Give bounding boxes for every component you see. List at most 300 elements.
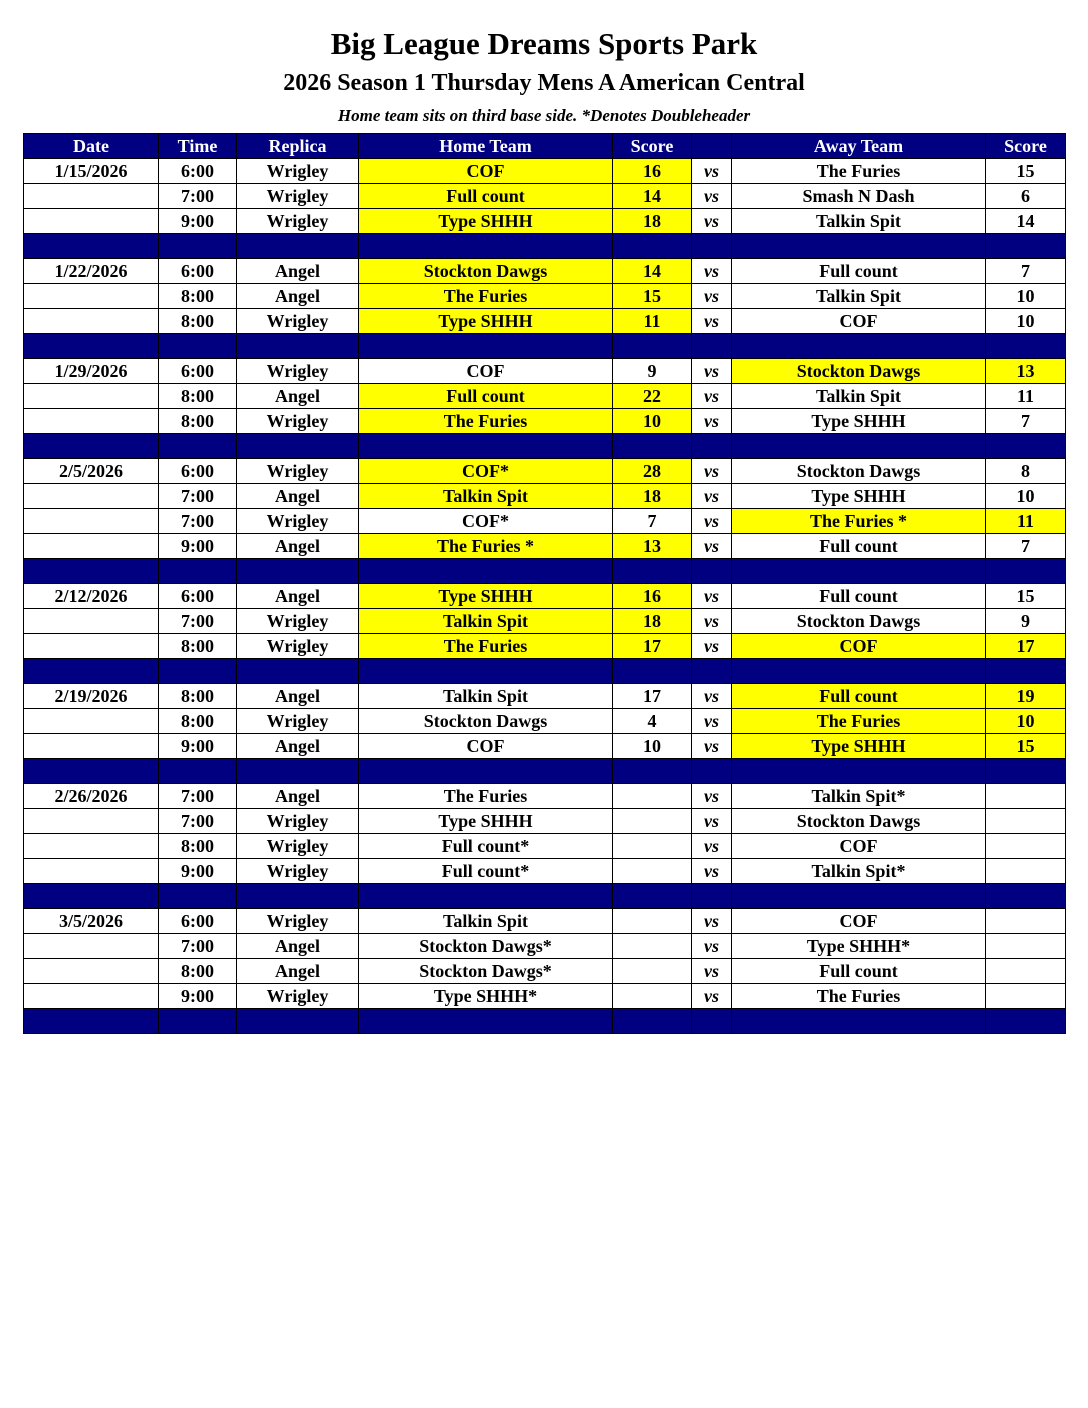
- separator-cell: [692, 659, 732, 684]
- schedule-note: Home team sits on third base side. *Denotes Doubleheader: [337, 106, 751, 125]
- separator-cell: [692, 1009, 732, 1034]
- time-cell: 8:00: [159, 634, 237, 659]
- separator-cell: [986, 759, 1066, 784]
- week-separator-row: [24, 559, 1066, 584]
- vs-cell: vs: [692, 459, 732, 484]
- home-team-cell: Talkin Spit: [359, 909, 613, 934]
- home-score-cell: 18: [613, 484, 692, 509]
- home-score-cell: 14: [613, 184, 692, 209]
- separator-cell: [159, 759, 237, 784]
- separator-cell: [613, 659, 692, 684]
- table-row: [24, 534, 1066, 559]
- week-separator-row: [24, 884, 1066, 909]
- table-row: [24, 259, 1066, 284]
- home-team-cell: Full count*: [359, 834, 613, 859]
- home-team-cell: Type SHHH: [359, 809, 613, 834]
- replica-cell: Wrigley: [237, 409, 359, 434]
- home-score-cell: [613, 809, 692, 834]
- col-header-away-score: Score: [986, 134, 1066, 159]
- away-score-cell: [986, 909, 1066, 934]
- away-team-cell: Full count: [732, 584, 986, 609]
- separator-cell: [237, 884, 359, 909]
- time-cell: 8:00: [159, 709, 237, 734]
- away-score-cell: 15: [986, 159, 1066, 184]
- replica-cell: Wrigley: [237, 459, 359, 484]
- col-header-home-team: Home Team: [359, 134, 613, 159]
- table-row: [24, 784, 1066, 809]
- home-team-cell: Talkin Spit: [359, 684, 613, 709]
- col-header-home-score: Score: [613, 134, 692, 159]
- separator-cell: [359, 659, 613, 684]
- away-score-cell: 10: [986, 284, 1066, 309]
- away-score-cell: [986, 809, 1066, 834]
- time-cell: 7:00: [159, 609, 237, 634]
- separator-cell: [24, 884, 159, 909]
- away-team-cell: Stockton Dawgs: [732, 809, 986, 834]
- replica-cell: Angel: [237, 484, 359, 509]
- replica-cell: Angel: [237, 534, 359, 559]
- away-score-cell: 13: [986, 359, 1066, 384]
- away-team-cell: COF: [732, 634, 986, 659]
- separator-cell: [732, 559, 986, 584]
- time-cell: 9:00: [159, 859, 237, 884]
- week-separator-row: [24, 434, 1066, 459]
- vs-cell: vs: [692, 809, 732, 834]
- table-row: [24, 309, 1066, 334]
- separator-cell: [732, 759, 986, 784]
- away-team-cell: The Furies: [732, 159, 986, 184]
- home-team-cell: COF: [359, 359, 613, 384]
- date-cell: [24, 809, 159, 834]
- away-team-cell: Type SHHH*: [732, 934, 986, 959]
- col-header-replica: Replica: [237, 134, 359, 159]
- vs-cell: vs: [692, 784, 732, 809]
- separator-cell: [237, 434, 359, 459]
- away-team-cell: COF: [732, 834, 986, 859]
- home-team-cell: The Furies: [359, 409, 613, 434]
- home-team-cell: Stockton Dawgs: [359, 259, 613, 284]
- away-team-cell: Talkin Spit: [732, 384, 986, 409]
- away-team-cell: Full count: [732, 259, 986, 284]
- away-score-cell: 17: [986, 634, 1066, 659]
- away-team-cell: Full count: [732, 684, 986, 709]
- separator-cell: [692, 434, 732, 459]
- replica-cell: Wrigley: [237, 859, 359, 884]
- separator-cell: [613, 884, 692, 909]
- separator-cell: [732, 1009, 986, 1034]
- away-team-cell: Smash N Dash: [732, 184, 986, 209]
- separator-cell: [24, 1009, 159, 1034]
- home-score-cell: 22: [613, 384, 692, 409]
- date-cell: [24, 409, 159, 434]
- away-team-cell: The Furies: [732, 709, 986, 734]
- replica-cell: Wrigley: [237, 809, 359, 834]
- separator-cell: [359, 234, 613, 259]
- date-cell: [24, 509, 159, 534]
- separator-cell: [732, 434, 986, 459]
- away-score-cell: [986, 934, 1066, 959]
- home-score-cell: 10: [613, 734, 692, 759]
- away-score-cell: 14: [986, 209, 1066, 234]
- home-score-cell: 11: [613, 309, 692, 334]
- separator-cell: [613, 559, 692, 584]
- table-row: [24, 959, 1066, 984]
- time-cell: 8:00: [159, 384, 237, 409]
- home-score-cell: 16: [613, 584, 692, 609]
- separator-cell: [986, 234, 1066, 259]
- separator-cell: [237, 334, 359, 359]
- separator-cell: [986, 434, 1066, 459]
- home-score-cell: 14: [613, 259, 692, 284]
- time-cell: 6:00: [159, 459, 237, 484]
- vs-cell: vs: [692, 359, 732, 384]
- time-cell: 8:00: [159, 409, 237, 434]
- time-cell: 7:00: [159, 784, 237, 809]
- time-cell: 9:00: [159, 734, 237, 759]
- separator-cell: [159, 334, 237, 359]
- vs-cell: vs: [692, 934, 732, 959]
- vs-cell: vs: [692, 309, 732, 334]
- home-team-cell: Type SHHH*: [359, 984, 613, 1009]
- table-row: [24, 409, 1066, 434]
- date-cell: 1/29/2026: [24, 359, 159, 384]
- vs-cell: vs: [692, 984, 732, 1009]
- vs-cell: vs: [692, 409, 732, 434]
- separator-cell: [613, 334, 692, 359]
- home-score-cell: 10: [613, 409, 692, 434]
- home-score-cell: [613, 909, 692, 934]
- col-header-date: Date: [24, 134, 159, 159]
- separator-cell: [732, 884, 986, 909]
- away-team-cell: Talkin Spit: [732, 284, 986, 309]
- col-header-away-team: Away Team: [732, 134, 986, 159]
- page-title: Big League Dreams Sports Park: [330, 26, 758, 61]
- date-cell: 1/22/2026: [24, 259, 159, 284]
- vs-cell: vs: [692, 384, 732, 409]
- separator-cell: [359, 759, 613, 784]
- page-subtitle: 2026 Season 1 Thursday Mens A American Central: [283, 70, 805, 96]
- separator-cell: [159, 434, 237, 459]
- time-cell: 6:00: [159, 909, 237, 934]
- separator-cell: [359, 434, 613, 459]
- time-cell: 7:00: [159, 934, 237, 959]
- table-row: [24, 709, 1066, 734]
- away-team-cell: COF: [732, 909, 986, 934]
- away-team-cell: The Furies *: [732, 509, 986, 534]
- replica-cell: Wrigley: [237, 984, 359, 1009]
- away-team-cell: Full count: [732, 534, 986, 559]
- table-row: [24, 984, 1066, 1009]
- away-team-cell: Type SHHH: [732, 484, 986, 509]
- separator-cell: [613, 759, 692, 784]
- separator-cell: [692, 559, 732, 584]
- separator-cell: [692, 334, 732, 359]
- vs-cell: vs: [692, 684, 732, 709]
- away-score-cell: [986, 784, 1066, 809]
- separator-cell: [613, 234, 692, 259]
- date-cell: 2/19/2026: [24, 684, 159, 709]
- away-team-cell: COF: [732, 309, 986, 334]
- week-separator-row: [24, 659, 1066, 684]
- away-team-cell: Type SHHH: [732, 734, 986, 759]
- away-score-cell: 6: [986, 184, 1066, 209]
- vs-cell: vs: [692, 209, 732, 234]
- table-row: [24, 359, 1066, 384]
- vs-cell: vs: [692, 159, 732, 184]
- separator-cell: [359, 559, 613, 584]
- separator-cell: [613, 434, 692, 459]
- separator-cell: [692, 884, 732, 909]
- home-score-cell: 7: [613, 509, 692, 534]
- time-cell: 6:00: [159, 359, 237, 384]
- away-team-cell: Talkin Spit*: [732, 859, 986, 884]
- date-cell: [24, 284, 159, 309]
- table-header-row: [24, 134, 1066, 159]
- table-row: [24, 734, 1066, 759]
- home-team-cell: The Furies: [359, 284, 613, 309]
- away-team-cell: Talkin Spit: [732, 209, 986, 234]
- home-score-cell: 15: [613, 284, 692, 309]
- separator-cell: [237, 234, 359, 259]
- date-cell: 1/15/2026: [24, 159, 159, 184]
- time-cell: 7:00: [159, 509, 237, 534]
- date-cell: [24, 384, 159, 409]
- home-score-cell: [613, 934, 692, 959]
- time-cell: 8:00: [159, 834, 237, 859]
- away-score-cell: 7: [986, 409, 1066, 434]
- home-team-cell: The Furies *: [359, 534, 613, 559]
- week-separator-row: [24, 334, 1066, 359]
- separator-cell: [159, 659, 237, 684]
- time-cell: 9:00: [159, 534, 237, 559]
- separator-cell: [159, 1009, 237, 1034]
- home-team-cell: Stockton Dawgs*: [359, 934, 613, 959]
- date-cell: [24, 834, 159, 859]
- separator-cell: [986, 1009, 1066, 1034]
- separator-cell: [24, 434, 159, 459]
- home-score-cell: [613, 834, 692, 859]
- separator-cell: [359, 1009, 613, 1034]
- vs-cell: vs: [692, 709, 732, 734]
- time-cell: 6:00: [159, 584, 237, 609]
- away-team-cell: Talkin Spit*: [732, 784, 986, 809]
- home-team-cell: Stockton Dawgs*: [359, 959, 613, 984]
- separator-cell: [237, 1009, 359, 1034]
- separator-cell: [613, 1009, 692, 1034]
- away-score-cell: 11: [986, 509, 1066, 534]
- replica-cell: Angel: [237, 959, 359, 984]
- table-row: [24, 459, 1066, 484]
- table-row: [24, 384, 1066, 409]
- replica-cell: Wrigley: [237, 359, 359, 384]
- separator-cell: [732, 659, 986, 684]
- home-score-cell: 9: [613, 359, 692, 384]
- replica-cell: Wrigley: [237, 159, 359, 184]
- table-row: [24, 834, 1066, 859]
- date-cell: [24, 709, 159, 734]
- replica-cell: Wrigley: [237, 309, 359, 334]
- replica-cell: Wrigley: [237, 184, 359, 209]
- time-cell: 8:00: [159, 284, 237, 309]
- home-score-cell: 13: [613, 534, 692, 559]
- separator-cell: [159, 559, 237, 584]
- date-cell: [24, 534, 159, 559]
- separator-cell: [692, 759, 732, 784]
- replica-cell: Angel: [237, 584, 359, 609]
- separator-cell: [24, 234, 159, 259]
- away-team-cell: Full count: [732, 959, 986, 984]
- separator-cell: [986, 884, 1066, 909]
- time-cell: 9:00: [159, 209, 237, 234]
- away-score-cell: [986, 859, 1066, 884]
- time-cell: 8:00: [159, 684, 237, 709]
- home-team-cell: Talkin Spit: [359, 484, 613, 509]
- replica-cell: Wrigley: [237, 709, 359, 734]
- table-row: [24, 509, 1066, 534]
- date-cell: [24, 959, 159, 984]
- table-row: [24, 609, 1066, 634]
- week-separator-row: [24, 1009, 1066, 1034]
- replica-cell: Wrigley: [237, 209, 359, 234]
- vs-cell: vs: [692, 284, 732, 309]
- away-team-cell: Type SHHH: [732, 409, 986, 434]
- home-score-cell: 28: [613, 459, 692, 484]
- vs-cell: vs: [692, 859, 732, 884]
- vs-cell: vs: [692, 509, 732, 534]
- date-cell: 2/5/2026: [24, 459, 159, 484]
- date-cell: 2/12/2026: [24, 584, 159, 609]
- away-team-cell: The Furies: [732, 984, 986, 1009]
- separator-cell: [732, 334, 986, 359]
- away-team-cell: Stockton Dawgs: [732, 609, 986, 634]
- week-separator-row: [24, 759, 1066, 784]
- date-cell: [24, 859, 159, 884]
- home-score-cell: 16: [613, 159, 692, 184]
- separator-cell: [159, 884, 237, 909]
- table-row: [24, 159, 1066, 184]
- table-row: [24, 809, 1066, 834]
- replica-cell: Wrigley: [237, 634, 359, 659]
- home-score-cell: 4: [613, 709, 692, 734]
- replica-cell: Wrigley: [237, 509, 359, 534]
- away-score-cell: 19: [986, 684, 1066, 709]
- away-score-cell: 10: [986, 709, 1066, 734]
- vs-cell: vs: [692, 909, 732, 934]
- home-score-cell: [613, 784, 692, 809]
- home-team-cell: COF*: [359, 509, 613, 534]
- separator-cell: [732, 234, 986, 259]
- replica-cell: Wrigley: [237, 609, 359, 634]
- away-score-cell: 11: [986, 384, 1066, 409]
- away-score-cell: 10: [986, 309, 1066, 334]
- home-score-cell: [613, 984, 692, 1009]
- table-row: [24, 909, 1066, 934]
- separator-cell: [237, 759, 359, 784]
- vs-cell: vs: [692, 184, 732, 209]
- date-cell: [24, 634, 159, 659]
- separator-cell: [692, 234, 732, 259]
- time-cell: 7:00: [159, 809, 237, 834]
- date-cell: 3/5/2026: [24, 909, 159, 934]
- vs-cell: vs: [692, 584, 732, 609]
- table-row: [24, 934, 1066, 959]
- away-score-cell: [986, 959, 1066, 984]
- separator-cell: [24, 559, 159, 584]
- separator-cell: [986, 659, 1066, 684]
- separator-cell: [359, 334, 613, 359]
- home-team-cell: Type SHHH: [359, 584, 613, 609]
- replica-cell: Angel: [237, 384, 359, 409]
- away-team-cell: Stockton Dawgs: [732, 359, 986, 384]
- col-header-time: Time: [159, 134, 237, 159]
- home-team-cell: COF*: [359, 459, 613, 484]
- separator-cell: [24, 759, 159, 784]
- separator-cell: [24, 659, 159, 684]
- home-team-cell: Full count: [359, 184, 613, 209]
- replica-cell: Angel: [237, 734, 359, 759]
- table-row: [24, 484, 1066, 509]
- away-score-cell: 7: [986, 534, 1066, 559]
- date-cell: [24, 184, 159, 209]
- away-score-cell: 10: [986, 484, 1066, 509]
- time-cell: 6:00: [159, 259, 237, 284]
- home-team-cell: Type SHHH: [359, 209, 613, 234]
- time-cell: 7:00: [159, 484, 237, 509]
- time-cell: 8:00: [159, 959, 237, 984]
- home-team-cell: COF: [359, 159, 613, 184]
- vs-cell: vs: [692, 959, 732, 984]
- away-score-cell: 15: [986, 734, 1066, 759]
- vs-cell: vs: [692, 259, 732, 284]
- table-row: [24, 284, 1066, 309]
- home-team-cell: Stockton Dawgs: [359, 709, 613, 734]
- home-team-cell: Talkin Spit: [359, 609, 613, 634]
- vs-cell: vs: [692, 834, 732, 859]
- replica-cell: Angel: [237, 784, 359, 809]
- home-team-cell: Type SHHH: [359, 309, 613, 334]
- date-cell: [24, 609, 159, 634]
- replica-cell: Wrigley: [237, 834, 359, 859]
- vs-cell: vs: [692, 634, 732, 659]
- replica-cell: Angel: [237, 684, 359, 709]
- date-cell: 2/26/2026: [24, 784, 159, 809]
- schedule-table: [23, 133, 1066, 1034]
- home-score-cell: 17: [613, 684, 692, 709]
- separator-cell: [359, 884, 613, 909]
- home-team-cell: The Furies: [359, 784, 613, 809]
- separator-cell: [159, 234, 237, 259]
- time-cell: 9:00: [159, 984, 237, 1009]
- replica-cell: Wrigley: [237, 909, 359, 934]
- separator-cell: [986, 559, 1066, 584]
- table-row: [24, 184, 1066, 209]
- date-cell: [24, 484, 159, 509]
- home-team-cell: COF: [359, 734, 613, 759]
- home-score-cell: [613, 859, 692, 884]
- time-cell: 7:00: [159, 184, 237, 209]
- separator-cell: [237, 559, 359, 584]
- home-team-cell: Full count: [359, 384, 613, 409]
- replica-cell: Angel: [237, 259, 359, 284]
- away-score-cell: 7: [986, 259, 1066, 284]
- week-separator-row: [24, 234, 1066, 259]
- home-team-cell: The Furies: [359, 634, 613, 659]
- separator-cell: [24, 334, 159, 359]
- date-cell: [24, 209, 159, 234]
- date-cell: [24, 309, 159, 334]
- away-team-cell: Stockton Dawgs: [732, 459, 986, 484]
- replica-cell: Angel: [237, 284, 359, 309]
